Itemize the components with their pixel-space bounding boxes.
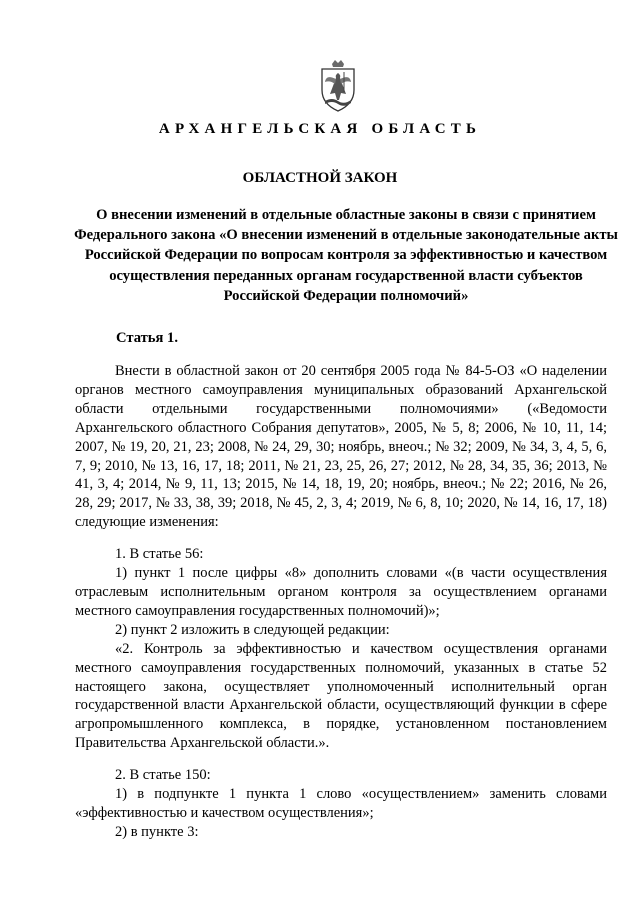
- paragraph-gap: [75, 532, 607, 545]
- paragraph-item-2: 2. В статье 150:: [115, 767, 211, 784]
- paragraph-item-1-1: 1) пункт 1 после цифры «8» дополнить словами «(в части осуществления отраслевым исполнительным органом контроля за осуществлением органами местного самоуправления государственных полномочий)»;: [75, 565, 607, 619]
- article-body: [75, 362, 607, 842]
- paragraph-item-2-2: 2) в пункте 3:: [115, 823, 199, 840]
- law-title: ОБЛАСТНОЙ ЗАКОН: [242, 170, 398, 186]
- paragraph-quoted-text: «2. Контроль за эффективностью и качеством осуществления органами местного самоуправления государственных полномочий, указанных в статье 52 настоящего закона, осуществляет уполномоченный исполнительный орган государственной власти Архангельской области, осуществляющий функции в сфере агропромышленного комплекса, в порядке, установленном постановлением Правительства Архангельской области.».: [75, 640, 607, 752]
- article-heading: Статья 1.: [116, 330, 178, 346]
- paragraph-item-2-1: 1) в подпункте 1 пункта 1 слово «осуществлением» заменить словами «эффективностью и качеством осуществления»;: [75, 786, 607, 821]
- region-name: АРХАНГЕЛЬСКАЯ ОБЛАСТЬ: [158, 121, 482, 137]
- paragraph-gap: [75, 753, 607, 766]
- law-subject: О внесении изменений в отдельные областные законы в связи с принятием Федерального закона «О внесении изменений в отдельные законодательные акты Российской Федерации по вопросам контроля за эффективностью и качеством осуществления переданных органам государственной власти субъектов Российской Федерации полномочий»: [74, 207, 618, 304]
- coat-of-arms-icon: [316, 60, 360, 112]
- paragraph-intro: Внести в областной закон от 20 сентября 2005 года № 84-5-ОЗ «О наделении органов местного самоуправления муниципальных образований Архангельской области отдельными государственными полномочиями» («Ведомости Архангельского областного Собрания депутатов», 2005, № 5, 8; 2006, № 10, 11, 14; 2007, № 19, 20, 21, 23; 2008, № 24, 29, 30; ноябрь, внеоч.; № 32; 2009, № 34, 3, 4, 5, 6, 7, 9; 2010, № 13, 16, 17, 18; 2011, № 21, 23, 25, 26, 27; 2012, № 28, 34, 35, 36; 2013, № 41, 3, 4; 2014, № 9, 11, 13; 2015, № 14, 18, 19, 20; ноябрь, внеоч.; № 22; 2016, № 26, 28, 29; 2017, № 33, 38, 39; 2018, № 45, 2, 3, 4; 2019, № 6, 8, 10; 2020, № 14, 16, 17, 18) следующие изменения:: [75, 363, 607, 531]
- paragraph-item-1: 1. В статье 56:: [115, 546, 204, 563]
- paragraph-item-1-2: 2) пункт 2 изложить в следующей редакции:: [115, 621, 390, 638]
